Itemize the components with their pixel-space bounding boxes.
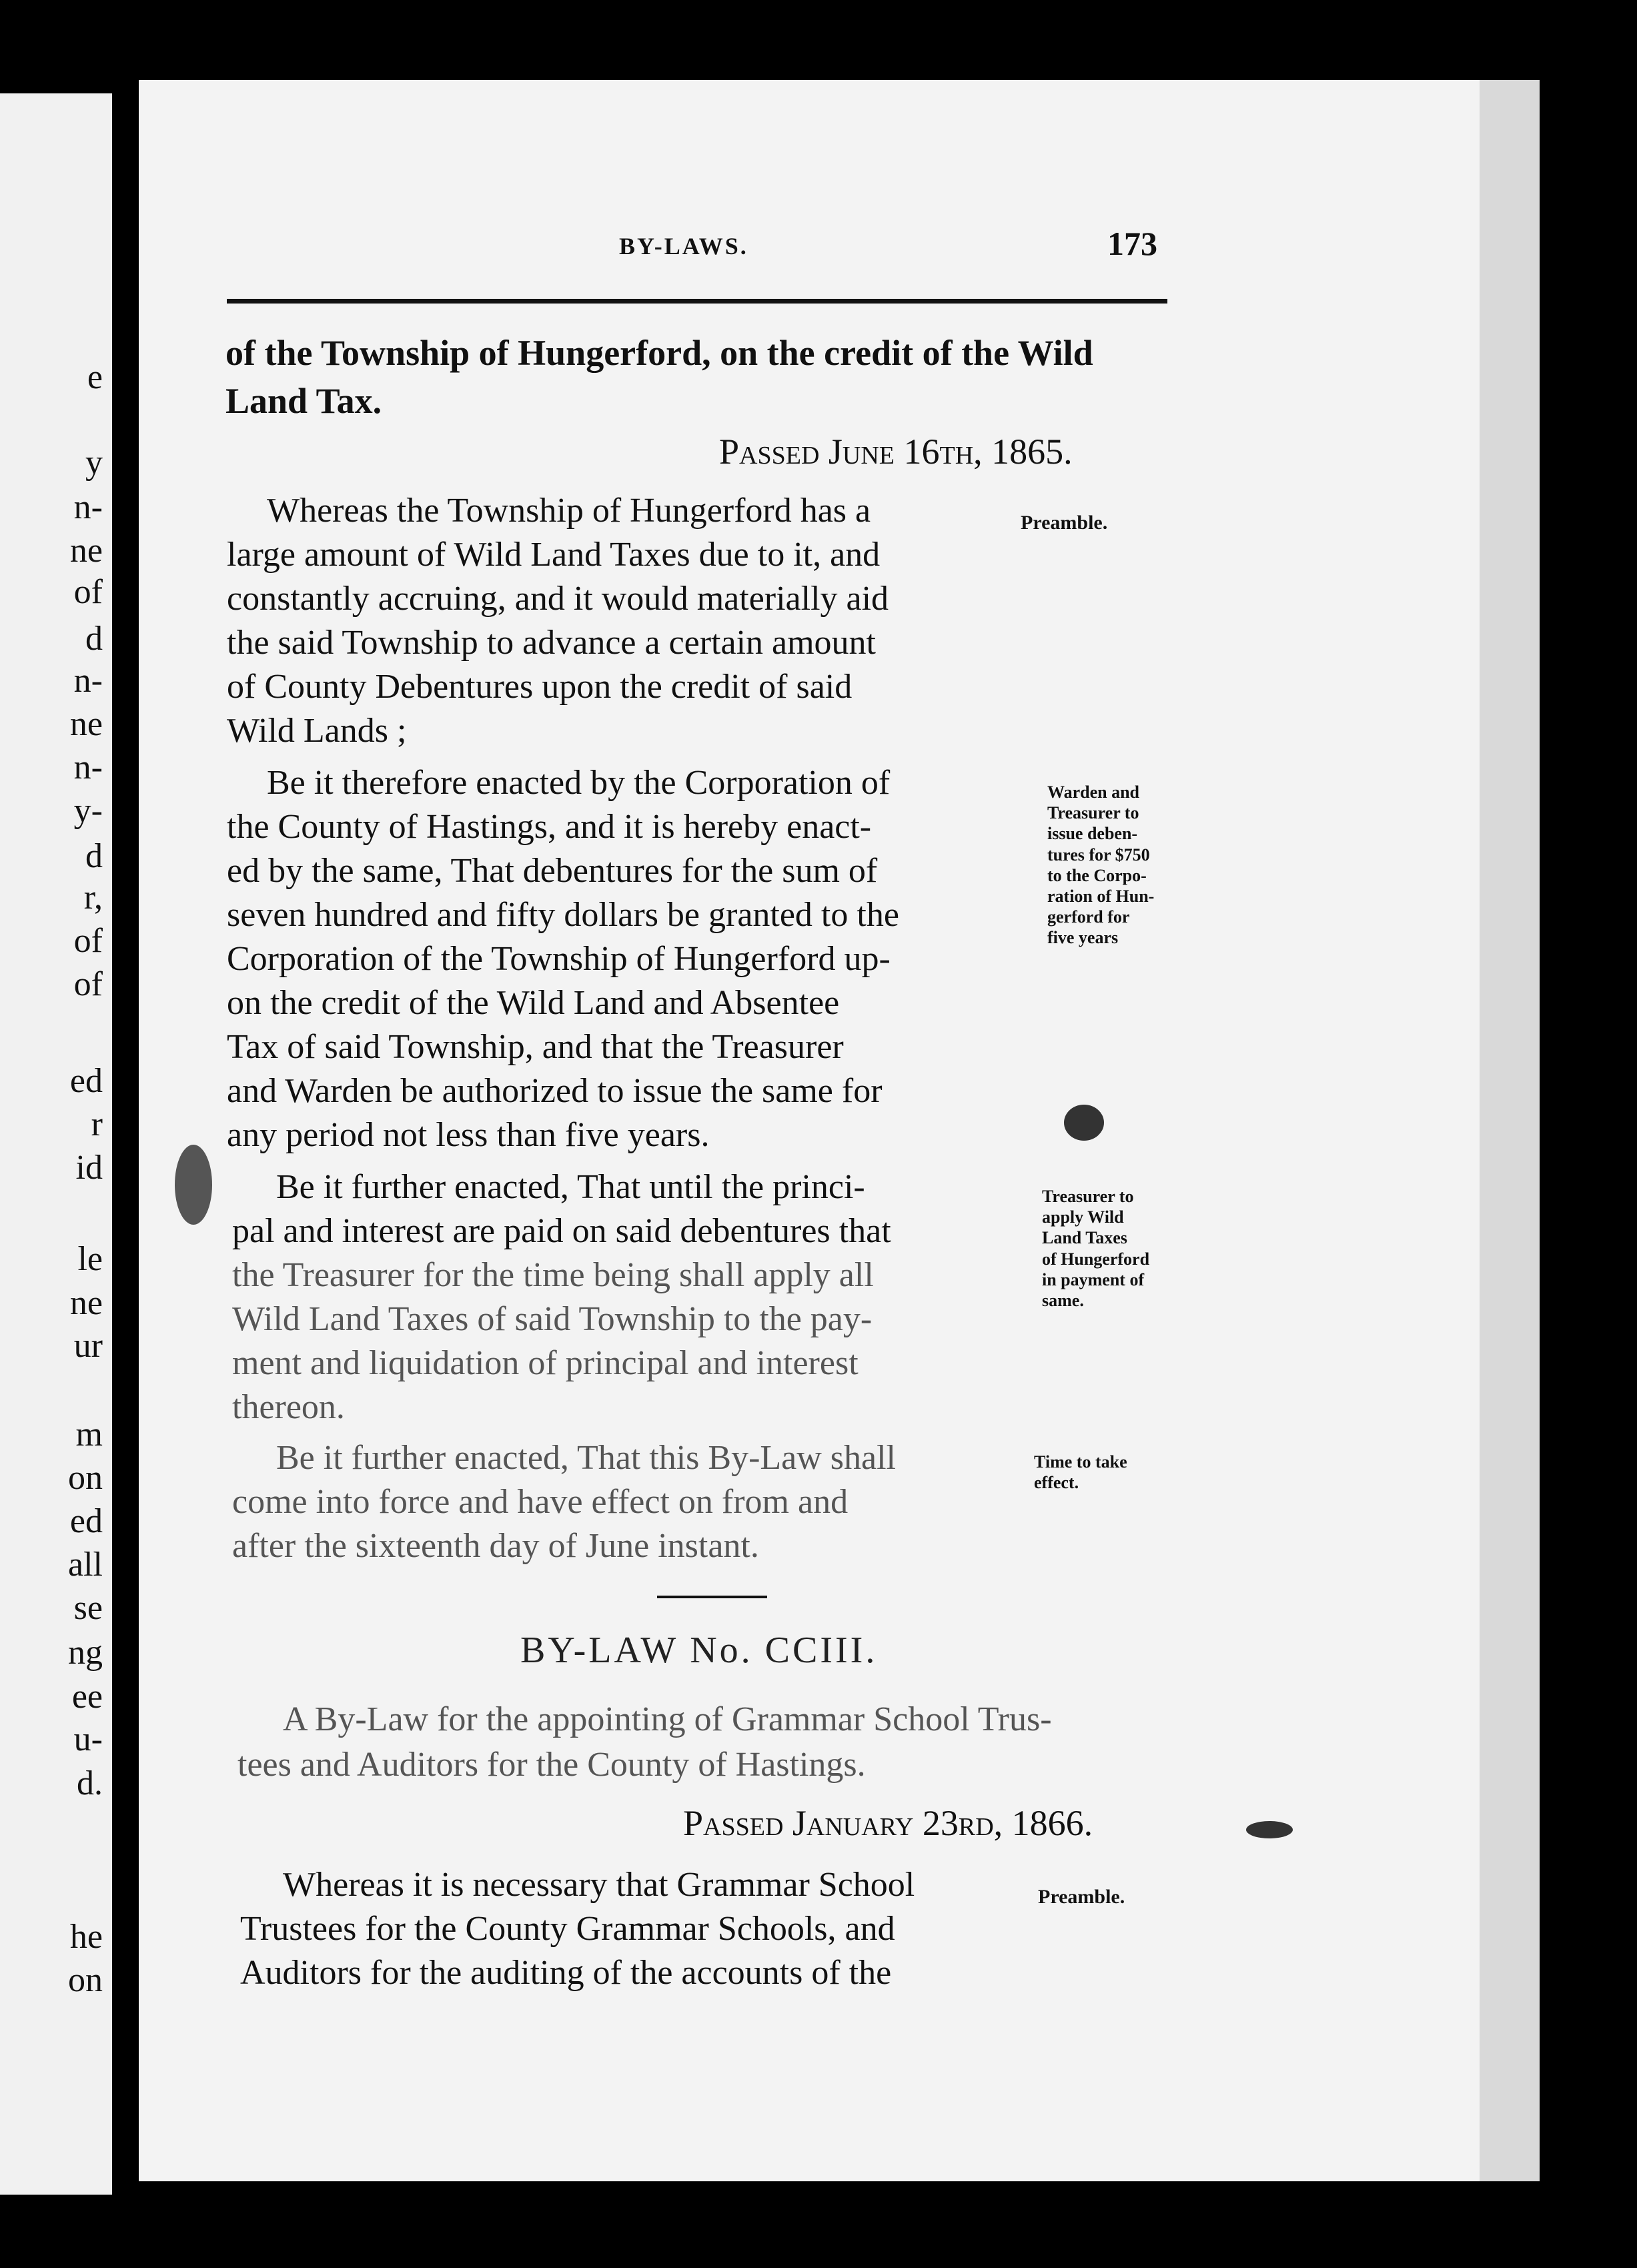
margin-note-line: same. bbox=[1042, 1290, 1084, 1310]
body-line: Tax of said Township, and that the Treasurer bbox=[227, 1028, 844, 1066]
body-line: come into force and have effect on from and bbox=[232, 1483, 849, 1521]
facing-text-fragment: he bbox=[69, 1918, 103, 1956]
margin-note-treasurer bbox=[1042, 1186, 1149, 1311]
page-number: 173 bbox=[1107, 225, 1157, 262]
margin-note-line: gerford for bbox=[1047, 907, 1130, 927]
bylaw-title-line: tees and Auditors for the County of Hastings. bbox=[237, 1746, 866, 1784]
body-line: the County of Hastings, and it is hereby enact- bbox=[227, 808, 872, 846]
margin-note-line: five years bbox=[1047, 928, 1119, 948]
margin-note-preamble: Preamble. bbox=[1038, 1886, 1125, 1908]
facing-text-fragment: d bbox=[85, 620, 103, 658]
facing-text-fragment: m bbox=[75, 1415, 103, 1454]
margin-note-line: apply Wild bbox=[1042, 1207, 1124, 1227]
margin-note-time bbox=[1034, 1452, 1127, 1493]
body-line: of County Debentures upon the credit of said bbox=[227, 668, 853, 706]
body-line: pal and interest are paid on said debentures that bbox=[232, 1212, 891, 1250]
margin-note-line: ration of Hun- bbox=[1047, 886, 1155, 906]
margin-note-line: in payment of bbox=[1042, 1269, 1145, 1289]
margin-note-preamble: Preamble. bbox=[1021, 512, 1108, 534]
body-line: the Treasurer for the time being shall apply all bbox=[232, 1256, 874, 1294]
body-line: Auditors for the auditing of the accounts of the bbox=[240, 1954, 892, 1992]
facing-text-fragment: d. bbox=[77, 1764, 103, 1802]
body-line: any period not less than five years. bbox=[227, 1116, 710, 1154]
facing-text-fragment: all bbox=[68, 1546, 103, 1584]
passed-date: Passed January 23rd, 1866. bbox=[683, 1803, 1093, 1843]
facing-text-fragment: on bbox=[68, 1459, 103, 1497]
margin-note-line: tures for $750 bbox=[1047, 844, 1150, 865]
ink-smudge bbox=[1246, 1821, 1293, 1838]
header-rule bbox=[227, 299, 1167, 304]
facing-text-fragment: ng bbox=[68, 1634, 103, 1672]
margin-note-line: of Hungerford bbox=[1042, 1249, 1150, 1269]
running-head: BY-LAWS. bbox=[619, 233, 748, 259]
body-line: thereon. bbox=[232, 1388, 345, 1426]
section-divider bbox=[657, 1596, 767, 1598]
margin-note-line: issue deben- bbox=[1047, 824, 1138, 844]
body-line: on the credit of the Wild Land and Absentee bbox=[227, 984, 840, 1022]
facing-text-fragment: n- bbox=[73, 662, 103, 700]
margin-note-line: Treasurer to bbox=[1047, 803, 1139, 823]
margin-note-line: to the Corpo- bbox=[1047, 865, 1147, 885]
facing-text-fragment: y bbox=[85, 444, 103, 482]
body-line: Wild Lands ; bbox=[227, 712, 407, 750]
body-line: Be it therefore enacted by the Corporation of bbox=[267, 764, 891, 802]
body-line: and Warden be authorized to issue the same for bbox=[227, 1072, 883, 1110]
body-line: Be it further enacted, That this By-Law shall bbox=[276, 1439, 896, 1477]
body-line: Corporation of the Township of Hungerford up- bbox=[227, 940, 891, 978]
facing-text-fragment: ur bbox=[73, 1327, 103, 1365]
facing-text-fragment: ed bbox=[69, 1502, 103, 1540]
passed-date: Passed June 16th, 1865. bbox=[719, 432, 1073, 472]
facing-text-fragment: ee bbox=[71, 1678, 103, 1716]
body-line: Trustees for the County Grammar Schools, and bbox=[240, 1910, 895, 1948]
body-line: the said Township to advance a certain amount bbox=[227, 624, 876, 662]
bylaw-heading: BY-LAW No. CCIII. bbox=[520, 1630, 878, 1671]
ink-smudge bbox=[1064, 1105, 1104, 1141]
facing-text-fragment: n- bbox=[73, 488, 103, 526]
book-gutter bbox=[117, 93, 139, 2188]
facing-text-fragment: e bbox=[87, 358, 103, 396]
facing-text-fragment: ne bbox=[69, 1284, 103, 1322]
body-line: constantly accruing, and it would materially aid bbox=[227, 580, 889, 618]
facing-text-fragment: r, bbox=[83, 879, 103, 917]
body-line: after the sixteenth day of June instant. bbox=[232, 1527, 759, 1565]
facing-text-fragment: of bbox=[73, 965, 103, 1003]
body-line: Whereas it is necessary that Grammar School bbox=[283, 1866, 915, 1904]
margin-note-line: Time to take bbox=[1034, 1452, 1127, 1472]
facing-text-fragment: se bbox=[73, 1589, 103, 1627]
body-line: Be it further enacted, That until the princi- bbox=[276, 1168, 865, 1206]
title-line: Land Tax. bbox=[225, 381, 382, 421]
facing-text-fragment: on bbox=[68, 1961, 103, 1999]
body-line: Whereas the Township of Hungerford has a bbox=[267, 492, 871, 530]
facing-text-fragment: ed bbox=[69, 1062, 103, 1100]
body-line: ment and liquidation of principal and interest bbox=[232, 1344, 859, 1382]
facing-text-fragment: le bbox=[77, 1240, 103, 1278]
facing-text-fragment: d bbox=[85, 837, 103, 875]
body-line: large amount of Wild Land Taxes due to it, and bbox=[227, 536, 881, 574]
body-line: Wild Land Taxes of said Township to the pay- bbox=[232, 1300, 873, 1338]
facing-text-fragment: r bbox=[91, 1105, 103, 1143]
margin-note-line: effect. bbox=[1034, 1473, 1079, 1493]
margin-note-line: Land Taxes bbox=[1042, 1228, 1127, 1248]
body-line: ed by the same, That debentures for the sum of bbox=[227, 852, 878, 890]
facing-text-fragment: y- bbox=[73, 792, 103, 830]
facing-text-fragment: of bbox=[73, 573, 103, 611]
facing-text-fragment: ne bbox=[69, 532, 103, 570]
facing-page-fragment bbox=[0, 93, 112, 2195]
body-line: seven hundred and fifty dollars be granted to the bbox=[227, 896, 899, 934]
ink-smudge bbox=[175, 1145, 212, 1225]
margin-note-warden bbox=[1047, 782, 1154, 949]
facing-text-fragment: id bbox=[75, 1149, 103, 1187]
margin-note-line: Warden and bbox=[1047, 782, 1139, 802]
facing-text-fragment: ne bbox=[69, 705, 103, 743]
facing-text-fragment: of bbox=[73, 922, 103, 960]
bylaw-title-line: A By-Law for the appointing of Grammar School Trus- bbox=[283, 1700, 1052, 1738]
facing-text-fragment: u- bbox=[73, 1720, 103, 1758]
facing-text-fragment: n- bbox=[73, 748, 103, 786]
margin-note-line: Treasurer to bbox=[1042, 1187, 1134, 1206]
title-line: of the Township of Hungerford, on the credit of the Wild bbox=[225, 333, 1093, 373]
